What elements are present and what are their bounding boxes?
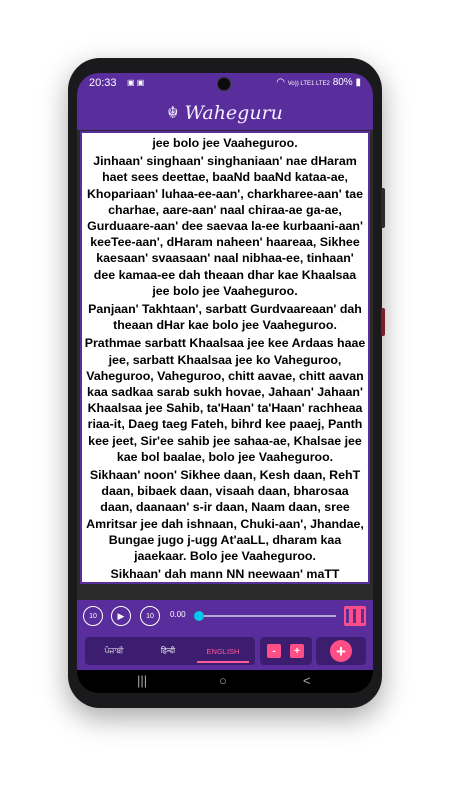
forward-icon: 10: [146, 612, 154, 620]
prayer-paragraph: Panjaan' Takhtaan', sarbatt Gurdvaareaan' dah theaan dHar kae bolo jee Vaaheguroo.: [88, 302, 362, 333]
notification-icons: ▣ ▣: [127, 78, 145, 87]
tab-punjabi[interactable]: ਪੰਜਾਬੀ: [104, 646, 124, 655]
power-button: [381, 308, 385, 336]
volume-button: [381, 188, 385, 228]
rewind-10-button[interactable]: [83, 606, 103, 626]
prayer-text-panel[interactable]: [80, 131, 370, 584]
front-camera: [217, 77, 231, 91]
khanda-icon: ☬: [167, 104, 179, 122]
prayer-paragraph: Sikhaan' dah mann NN neewaan' maTT: [110, 567, 340, 582]
audio-player: [77, 600, 373, 632]
status-time: 20:33: [89, 77, 117, 89]
back-button[interactable]: <: [303, 673, 311, 688]
phone-frame: [68, 58, 382, 708]
bottom-controls: [77, 632, 373, 670]
tab-hindi[interactable]: हिन्दी: [160, 646, 176, 655]
font-size-controls: [260, 637, 312, 665]
language-tabs: [85, 637, 255, 665]
signal-label: Vo)) LTE1 LTE2: [287, 81, 330, 87]
screen: [77, 73, 373, 693]
audio-bars-button[interactable]: [344, 606, 366, 626]
increase-font-button[interactable]: +: [290, 644, 304, 658]
tab-english[interactable]: ENGLISH: [206, 646, 240, 656]
system-nav-bar: [77, 670, 373, 693]
prayer-paragraph: Sikhaan' noon' Sikhee daan, Kesh daan, RehT daan, bibaek daan, visaah daan, bharosaa daan, daanaan' s-ir daan, Naam daan, sree Amritsar jee dah ishnaan, Chuki-aan', Jhandae, Bungae jugo j-ugg At'aaLL, dharam kaa jaaekaar. Bolo jee Vaaheguroo.: [86, 468, 364, 564]
elapsed-time: 0.00: [170, 610, 186, 619]
seek-bar-knob[interactable]: [194, 611, 204, 621]
app-bar: [77, 95, 373, 130]
active-tab-indicator: [197, 661, 249, 663]
recents-button[interactable]: |||: [137, 673, 148, 688]
rewind-icon: 10: [89, 612, 97, 620]
battery-icon: ▮: [355, 77, 361, 88]
prayer-paragraph: Prathmae sarbatt Khaalsaa jee kee Ardaas haae jee, sarbatt Khaalsaa jee ko Vaheguroo, Vaheguroo, Vaheguroo, chitt aavae, chitt aavan kaa sadkaa sarab sukh hovae, Jahaan' Jahaan' Khaalsaa jee Sahib, ta'Haan' ta'Haan' rachheaa riaa-it, Daeg taeg Fateh, bihrd kee paaej, Panth kee jeet, Sir'ee sahib jee sahaa-ae, Khalsae jee kae bol baalae, bolo jee Vaaheguroo.: [84, 336, 366, 464]
play-icon: ▶: [117, 610, 125, 621]
status-right: [276, 77, 361, 88]
app-title: Waheguru: [184, 101, 283, 124]
add-button[interactable]: +: [330, 640, 352, 662]
bars-icon: [346, 609, 349, 623]
home-button[interactable]: ○: [219, 673, 227, 688]
wifi-icon: ◠: [276, 77, 285, 88]
status-bar: [77, 73, 373, 95]
battery-level: 80%: [332, 77, 353, 88]
decrease-font-button[interactable]: -: [267, 644, 281, 658]
prayer-paragraph: jee bolo jee Vaaheguroo.: [152, 136, 298, 150]
bars-icon: [353, 609, 356, 623]
forward-10-button[interactable]: [140, 606, 160, 626]
prayer-paragraph: Jinhaan' singhaan' singhaniaan' nae dHaram haet sees deettae, baaNd baaNd kataa-ae, Khopariaan' luhaa-ee-aan', charkharee-aan' tae charhae, aare-aan' naal chiraa-ae ga-ae, Gurduaare-aan' dee saevaa la-ee kurbaani-aan' keeTee-aan', dHaram naheen' haareaa, Sikhee kaesaan' svaasaan' naal nibhaa-ee, tinhaan' dee kamaa-ee dah theaan dhar kae Khaalsaa jee bolo jee Vaaheguroo.: [86, 154, 364, 298]
add-controls: [316, 637, 366, 665]
bars-icon: [361, 609, 364, 623]
play-button[interactable]: [111, 606, 131, 626]
seek-bar-track[interactable]: [198, 615, 336, 617]
content-area: [77, 130, 373, 600]
